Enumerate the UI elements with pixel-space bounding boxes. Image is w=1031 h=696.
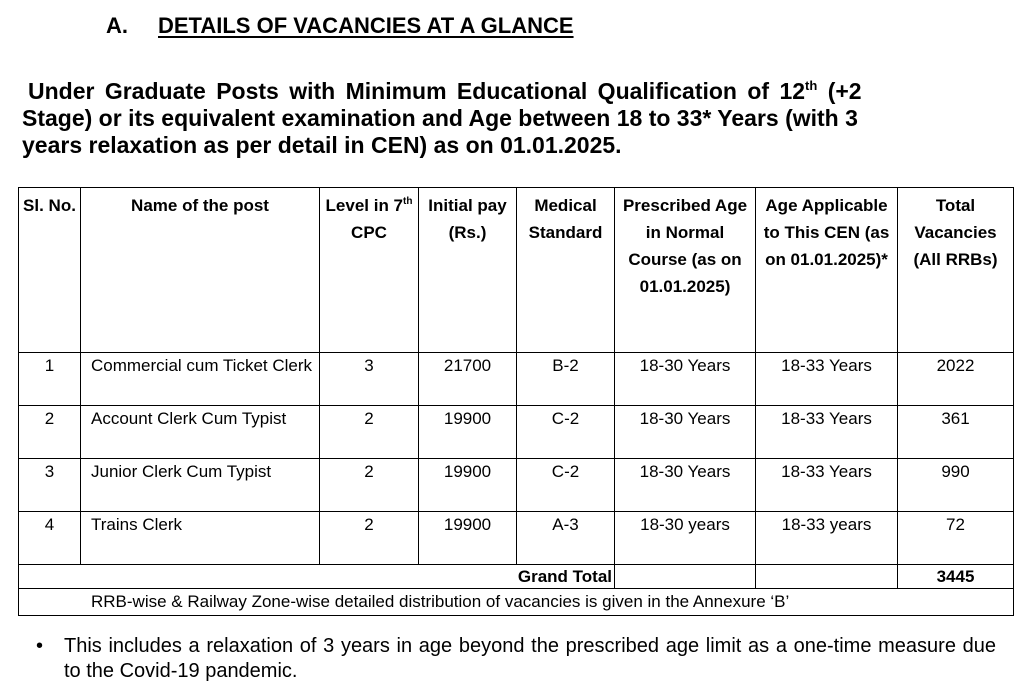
intro-paragraph xyxy=(22,78,970,159)
section-title: DETAILS OF VACANCIES AT A GLANCE xyxy=(158,13,574,38)
header-level xyxy=(320,188,419,353)
grand-total-blank-1 xyxy=(615,565,756,589)
header-level-tail: CPC xyxy=(351,223,387,242)
header-applicable-age: Age Applicable to This CEN (as on 01.01.2025)* xyxy=(756,188,898,353)
cell-post-name: Commercial cum Ticket Clerk xyxy=(81,353,320,406)
header-level-text: Level in 7 xyxy=(325,196,404,215)
table-row xyxy=(19,459,1014,512)
cell-sl: 4 xyxy=(19,512,81,565)
cell-vacancies: 2022 xyxy=(898,353,1014,406)
grand-total-blank-2 xyxy=(756,565,898,589)
grand-total-row xyxy=(19,565,1014,589)
cell-applicable-age: 18-33 Years xyxy=(756,406,898,459)
cell-applicable-age: 18-33 Years xyxy=(756,353,898,406)
cell-level: 3 xyxy=(320,353,419,406)
intro-line-1-tail: (+2 xyxy=(817,78,862,104)
section-heading xyxy=(106,13,574,39)
cell-pay: 19900 xyxy=(419,512,517,565)
bullet-icon: • xyxy=(36,635,44,657)
cell-applicable-age: 18-33 years xyxy=(756,512,898,565)
cell-level: 2 xyxy=(320,406,419,459)
cell-vacancies: 990 xyxy=(898,459,1014,512)
footnote xyxy=(36,634,996,684)
table-row xyxy=(19,512,1014,565)
cell-prescribed-age: 18-30 Years xyxy=(615,459,756,512)
intro-line-3: years relaxation as per detail in CEN) as on 01.01.2025. xyxy=(22,132,622,158)
table-row xyxy=(19,406,1014,459)
grand-total-value: 3445 xyxy=(898,565,1014,589)
cell-pay: 19900 xyxy=(419,406,517,459)
annexure-note: RRB-wise & Railway Zone-wise detailed distribution of vacancies is given in the Annexure ‘B’ xyxy=(19,589,1014,616)
cell-medical: A-3 xyxy=(517,512,615,565)
cell-medical: C-2 xyxy=(517,459,615,512)
cell-prescribed-age: 18-30 Years xyxy=(615,406,756,459)
annexure-note-row xyxy=(19,589,1014,616)
cell-applicable-age: 18-33 Years xyxy=(756,459,898,512)
cell-medical: C-2 xyxy=(517,406,615,459)
cell-post-name: Account Clerk Cum Typist xyxy=(81,406,320,459)
table-header-row xyxy=(19,188,1014,353)
footnote-text: This includes a relaxation of 3 years in age beyond the prescribed age limit as a one-time measure due to the Covid-19 pandemic. xyxy=(64,635,996,682)
cell-level: 2 xyxy=(320,459,419,512)
table-row xyxy=(19,353,1014,406)
cell-vacancies: 72 xyxy=(898,512,1014,565)
cell-level: 2 xyxy=(320,512,419,565)
cell-medical: B-2 xyxy=(517,353,615,406)
cell-sl: 2 xyxy=(19,406,81,459)
intro-line-2: Stage) or its equivalent examination and Age between 18 to 33* Years (with 3 xyxy=(22,105,858,131)
grand-total-label: Grand Total xyxy=(19,565,615,589)
cell-prescribed-age: 18-30 Years xyxy=(615,353,756,406)
header-sl-no: Sl. No. xyxy=(19,188,81,353)
header-level-sup: th xyxy=(403,196,413,207)
vacancies-table xyxy=(18,187,1014,616)
cell-sl: 3 xyxy=(19,459,81,512)
cell-pay: 19900 xyxy=(419,459,517,512)
header-total-vacancies: Total Vacancies (All RRBs) xyxy=(898,188,1014,353)
header-medical-standard: Medical Standard xyxy=(517,188,615,353)
header-initial-pay: Initial pay (Rs.) xyxy=(419,188,517,353)
header-post-name: Name of the post xyxy=(81,188,320,353)
intro-superscript: th xyxy=(805,78,818,93)
header-prescribed-age: Prescribed Age in Normal Course (as on 01.01.2025) xyxy=(615,188,756,353)
cell-post-name: Trains Clerk xyxy=(81,512,320,565)
cell-vacancies: 361 xyxy=(898,406,1014,459)
section-letter: A. xyxy=(106,13,128,38)
intro-line-1 xyxy=(22,78,970,105)
intro-line-1-text: Under Graduate Posts with Minimum Educational Qualification of 12 xyxy=(28,78,806,104)
cell-post-name: Junior Clerk Cum Typist xyxy=(81,459,320,512)
cell-sl: 1 xyxy=(19,353,81,406)
cell-pay: 21700 xyxy=(419,353,517,406)
cell-prescribed-age: 18-30 years xyxy=(615,512,756,565)
